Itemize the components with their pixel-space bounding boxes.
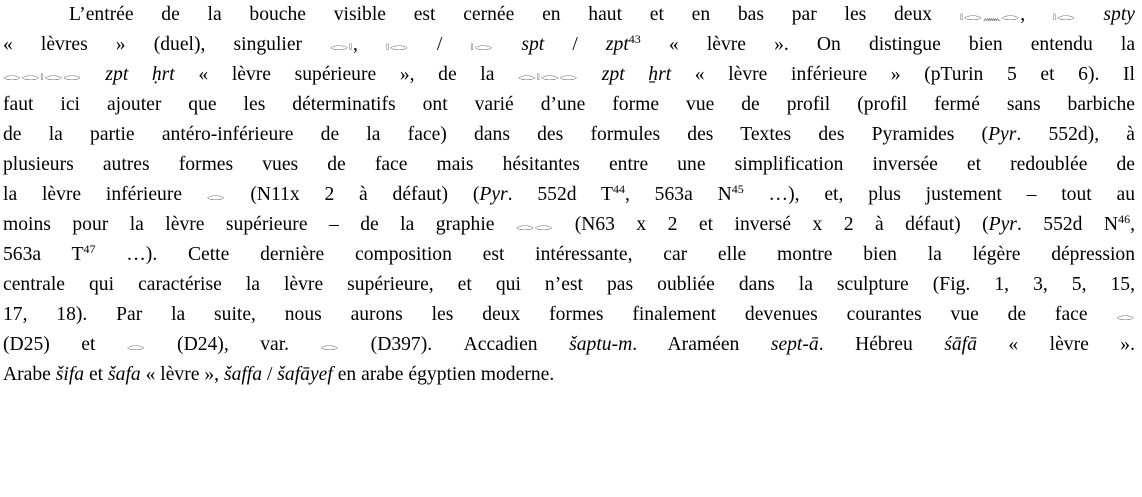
text: , <box>352 34 386 55</box>
hieroglyph-zpt-icon: 𓏤𓂋 <box>470 36 494 54</box>
hieroglyph-spty-icon: 𓏤𓂋𓈖𓂋 <box>959 6 1021 24</box>
text-line-13 <box>3 360 1135 390</box>
text: (D397). Accadien <box>339 334 570 355</box>
word-form: šifa <box>55 364 85 385</box>
text: « lèvres » (duel), singulier <box>3 34 331 55</box>
word-form: sept-ā <box>770 334 819 355</box>
text: « lèvre ». <box>976 334 1135 355</box>
hieroglyph-spt-icon: 𓏤𓂋 <box>386 36 409 54</box>
text: . 552d N <box>1016 214 1119 235</box>
text: « lèvre », <box>140 364 224 385</box>
text: 563a T <box>3 244 84 265</box>
text: L’entrée de la bouche visible est cernée en haut et en bas par les deux <box>69 4 960 25</box>
text: . Araméen <box>632 334 771 355</box>
footnote-ref[interactable]: 47 <box>83 242 96 256</box>
text: . 552d), à <box>1016 124 1135 145</box>
text: Arabe <box>3 364 56 385</box>
footnote-ref[interactable]: 45 <box>731 182 744 196</box>
text-line-3 <box>3 60 1135 90</box>
transliteration: spt <box>493 34 545 55</box>
transliteration: zpt ḥrt <box>81 64 175 85</box>
text: / <box>408 34 471 55</box>
text: 17, 18). Par la suite, nous aurons les deux formes finalement devenues courantes vue de face <box>3 304 1117 325</box>
text: « lèvre inférieure » (pTurin 5 et 6). Il <box>671 64 1135 85</box>
citation-abbrev: Pyr <box>988 124 1017 145</box>
text-line-8 <box>3 210 1135 240</box>
citation-abbrev: Pyr <box>988 214 1017 235</box>
text-line-4: faut ici ajouter que les déterminatifs ont varié d’une forme vue de profil (profil fermé sans barbiche <box>3 94 1135 115</box>
hieroglyph-n63-icon: 𓂋𓂋 <box>515 216 554 234</box>
text-line-6: plusieurs autres formes vues de face mais hésitantes entre une simplification inversée et redoublée de <box>3 154 1135 175</box>
footnote-ref[interactable]: 43 <box>628 32 641 46</box>
text: . 552d T <box>507 184 613 205</box>
hieroglyph-d25-icon: 𓂋 <box>1116 306 1135 324</box>
text: …). Cette dernière composition est intéressante, car elle montre bien la légère dépression <box>95 244 1135 265</box>
text: en arabe égyptien moderne. <box>332 364 555 385</box>
text: / <box>544 34 606 55</box>
text: …), et, plus justement – tout au <box>743 184 1136 205</box>
text: , <box>1020 4 1053 25</box>
hieroglyph-d24-icon: 𓂋 <box>126 336 146 354</box>
word-form: šafāyef <box>277 364 333 385</box>
word-form: šafa <box>108 364 141 385</box>
text: / <box>262 364 278 385</box>
hieroglyph-zpt-khrt-icon: 𓂋𓏤𓂋𓂋 <box>518 66 579 84</box>
text: moins pour la lèvre supérieure – de la graphie <box>3 214 516 235</box>
text: . Hébreu <box>818 334 945 355</box>
text-line-7 <box>3 180 1135 210</box>
text: « lèvre supérieure », de la <box>174 64 519 85</box>
hieroglyph-n11x-icon: 𓂋 <box>206 186 226 204</box>
text-line-5 <box>3 120 1135 150</box>
footnote-ref[interactable]: 44 <box>612 182 625 196</box>
transliteration: spty <box>1075 4 1135 25</box>
hieroglyph-lips-icon: 𓏤𓂋 <box>1052 6 1076 24</box>
text-line-2 <box>3 30 1135 60</box>
hieroglyph-lip-icon: 𓂋𓏤 <box>330 36 353 54</box>
transliteration: zpt <box>605 34 629 55</box>
text: « lèvre ». On distingue bien entendu la <box>640 34 1136 55</box>
text-line-12 <box>3 330 1135 360</box>
text: la lèvre inférieure <box>3 184 207 205</box>
transliteration: zpt ẖrt <box>578 64 672 85</box>
footnote-ref[interactable]: 46 <box>1118 212 1131 226</box>
citation-abbrev: Pyr <box>479 184 508 205</box>
text: , 563a N <box>624 184 732 205</box>
text: (D25) et <box>3 334 127 355</box>
hieroglyph-zpt-hrt-icon: 𓂋𓂋𓏤𓂋𓂋 <box>3 66 82 84</box>
text: (N11x 2 à défaut) ( <box>225 184 480 205</box>
text: (N63 x 2 et inversé x 2 à défaut) ( <box>553 214 989 235</box>
word-form: šaptu-m <box>569 334 633 355</box>
word-form: śāfā <box>944 334 977 355</box>
word-form: šaffa <box>223 364 263 385</box>
text-line-10: centrale qui caractérise la lèvre supérieure, et qui n’est pas oubliée dans la sculpture (Fig. 1, 3, 5, 15, <box>3 274 1135 295</box>
text-line-9 <box>3 240 1135 270</box>
text: de la partie antéro-inférieure de la face) dans des formules des Textes des Pyramides ( <box>3 124 989 145</box>
text: et <box>84 364 109 385</box>
text: (D24), var. <box>145 334 321 355</box>
paragraph <box>3 0 1135 390</box>
text-line-1 <box>3 0 1135 30</box>
hieroglyph-d397-icon: 𓂋 <box>320 336 340 354</box>
text-line-11 <box>3 300 1135 330</box>
text: , <box>1130 214 1135 235</box>
